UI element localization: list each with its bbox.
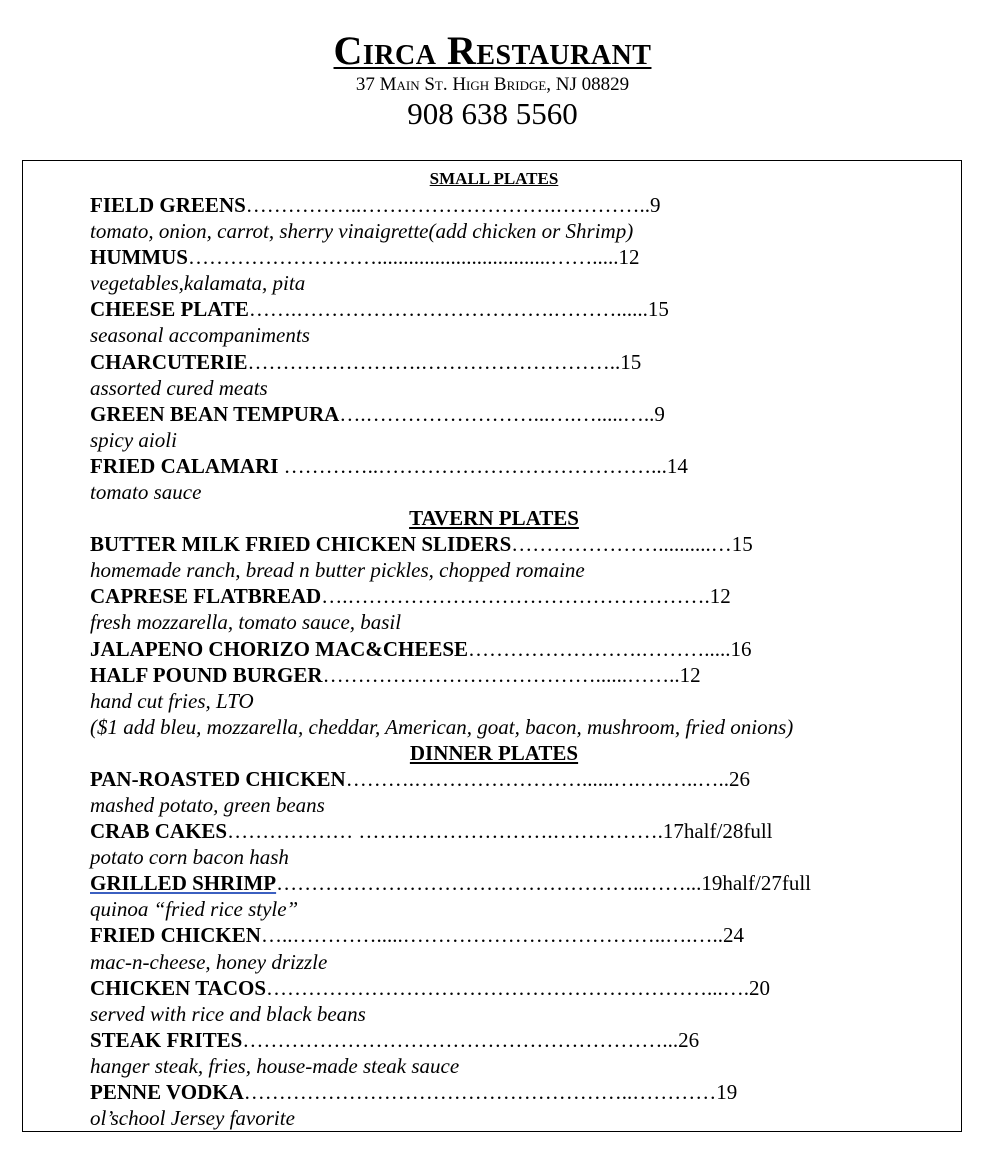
item-leader: ……………… ……………………….……………. (227, 819, 663, 844)
item-name: PAN-ROASTED CHICKEN (90, 766, 346, 791)
item-price: 17half/28full (662, 819, 773, 844)
item-description: mac-n-cheese, honey drizzle (90, 949, 328, 974)
menu-box (22, 160, 962, 1132)
item-price: 15 (647, 297, 669, 322)
section-heading-tavern-plates: TAVERN PLATES (409, 506, 579, 531)
item-leader: …………..…………………………………... (278, 453, 667, 478)
item-leader: ……………………….................................……..... (188, 245, 619, 270)
item-leader: …..………….....………………………………..….….. (260, 923, 723, 948)
item-description: potato corn bacon hash (90, 845, 289, 870)
menu-item-grilled-shrimp (90, 870, 950, 896)
menu-item-charcuterie (90, 349, 950, 375)
item-description: hand cut fries, LTO (90, 688, 254, 713)
item-description: mashed potato, green beans (90, 792, 325, 817)
item-name: FRIED CALAMARI (90, 453, 279, 478)
item-price: 24 (722, 923, 744, 948)
item-name: CHEESE PLATE (90, 297, 249, 322)
item-leader: …………………………………......…….. (322, 662, 680, 687)
menu-item-chicken-sliders (90, 531, 950, 557)
item-price: 20 (749, 975, 771, 1000)
menu-item-fried-chicken (90, 922, 950, 948)
item-leader: …………………….………..... (468, 636, 731, 661)
item-description: tomato sauce (90, 480, 202, 505)
item-price: 19half/27full (701, 871, 812, 896)
restaurant-phone: 908 638 5560 (407, 96, 578, 131)
menu-item-penne-vodka (90, 1079, 950, 1105)
item-description: seasonal accompaniments (90, 323, 310, 348)
item-leader: ….……………………………………………. (321, 584, 710, 609)
item-leader: ……………..……………………….………….. (245, 193, 651, 217)
menu-content (90, 166, 950, 1131)
item-price: 9 (650, 193, 661, 217)
item-name: CRAB CAKES (90, 819, 228, 844)
item-name: HUMMUS (90, 245, 188, 270)
menu-item-green-bean-tempura (90, 401, 950, 427)
item-price: 15 (620, 349, 642, 374)
menu-item-chicken-tacos (90, 975, 950, 1001)
item-leader: ……………………………………………………... (242, 1027, 679, 1052)
menu-item-half-pound-burger (90, 662, 950, 688)
item-description: quinoa “fried rice style” (90, 897, 299, 922)
menu-item-crab-cakes (90, 818, 950, 844)
item-description: hanger steak, fries, house-made steak sauce (90, 1053, 460, 1078)
menu-item-steak-frites (90, 1027, 950, 1053)
menu-item-cheese-plate (90, 296, 950, 322)
item-name: GRILLED SHRIMP (90, 871, 277, 896)
menu-item-fried-calamari (90, 453, 950, 479)
item-price: 16 (730, 636, 752, 661)
item-leader: ………………………………………………………...…. (266, 975, 750, 1000)
menu-item-mac-and-cheese (90, 636, 950, 662)
item-price: 12 (679, 662, 701, 687)
item-leader: ……….……………………......….….…..….. (345, 766, 729, 791)
item-description: fresh mozzarella, tomato sauce, basil (90, 610, 402, 635)
item-leader: ………………………………………………..………… (243, 1080, 717, 1104)
item-price: 14 (666, 453, 688, 478)
section-heading-dinner-plates: DINNER PLATES (409, 740, 579, 765)
item-description: assorted cured meats (90, 375, 268, 400)
item-description: homemade ranch, bread n butter pickles, chopped romaine (90, 558, 585, 583)
item-description: ol’school Jersey favorite (90, 1106, 295, 1131)
item-price: 12 (618, 245, 640, 270)
item-price: 12 (709, 584, 731, 609)
item-leader: …….……………………………….………...... (248, 297, 648, 322)
menu-item-hummus (90, 244, 950, 270)
item-price: 26 (728, 766, 750, 791)
item-name: FRIED CHICKEN (90, 923, 261, 948)
item-description: served with rice and black beans (90, 1001, 366, 1026)
item-description: vegetables,kalamata, pita (90, 271, 306, 296)
item-description: spicy aioli (90, 427, 177, 452)
item-price: 19 (716, 1080, 738, 1104)
item-name: BUTTER MILK FRIED CHICKEN SLIDERS (90, 532, 512, 557)
item-leader: …………………..........… (511, 532, 732, 557)
menu-header (0, 30, 985, 132)
item-name: CHICKEN TACOS (90, 975, 267, 1000)
item-name: CHARCUTERIE (90, 349, 248, 374)
item-name: HALF POUND BURGER (90, 662, 323, 687)
item-name: CAPRESE FLATBREAD (90, 584, 322, 609)
item-price: 9 (654, 401, 665, 426)
item-price: 15 (731, 532, 753, 557)
item-leader: …………………….……………………….. (247, 349, 621, 374)
item-leader: ….……………………...….….....….. (339, 401, 655, 426)
item-name: GREEN BEAN TEMPURA (90, 401, 340, 426)
menu-item-pan-roasted-chicken (90, 766, 950, 792)
section-heading-small-plates: SMALL PLATES (429, 169, 559, 188)
menu-item-field-greens (90, 192, 950, 218)
item-price: 26 (678, 1027, 700, 1052)
item-leader: ……………………………………………..……... (276, 871, 702, 896)
item-description: tomato, onion, carrot, sherry vinaigrette(add chicken or Shrimp) (90, 219, 634, 244)
restaurant-address: 37 Main St. High Bridge, NJ 08829 (355, 74, 630, 95)
item-name: STEAK FRITES (90, 1027, 243, 1052)
item-name: FIELD GREENS (90, 193, 246, 217)
restaurant-title: Circa Restaurant (333, 28, 652, 73)
item-name: PENNE VODKA (90, 1080, 244, 1104)
menu-item-caprese-flatbread (90, 583, 950, 609)
item-name: JALAPENO CHORIZO MAC&CHEESE (90, 636, 469, 661)
burger-addons-note: ($1 add bleu, mozzarella, cheddar, American, goat, bacon, mushroom, fried onions) (90, 714, 794, 739)
